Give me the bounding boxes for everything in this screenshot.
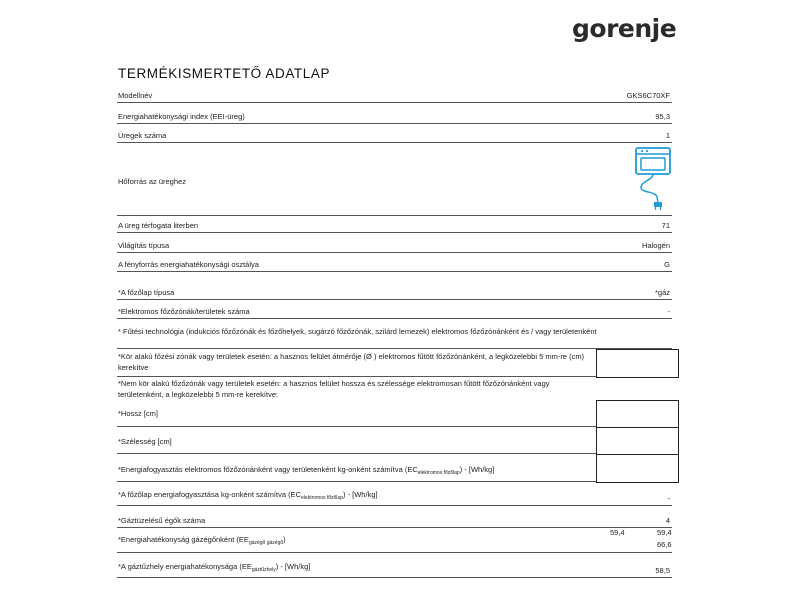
row-volume [117,220,672,233]
row-eei-label: Energiahatékonysági index (EEI-üreg) [118,112,245,121]
row-cavities [117,130,672,143]
row-heat-source-label: Hőforrás az üreghez [118,177,186,186]
row-lighting-value: Halogén [642,241,670,250]
width-value-box [596,427,679,455]
ec-zone-value-box [596,454,679,483]
row-ee-burner [117,548,672,553]
row-heating-tech [117,336,672,349]
row-ee-hob [117,563,672,578]
row-length [117,416,596,427]
row-volume-value: 71 [661,221,670,230]
row-width-label: *Szélesség [cm] [118,437,172,446]
row-electric-zones [117,306,672,319]
row-ee-burner-label: *Energiahatékonyság gázégőnként $(EE_{gázégő gázégő})$ [118,535,286,546]
row-heating-tech-label: * Fűtési technológia (indukciós főzőzónák és főzőhelyek, sugárzó főzőzónák, szilárd lemezek) elektromos főzőzónánként és / vagy területenként [118,327,597,336]
ee-burner-value-3: 66,6 [657,540,672,549]
round-zones-value-box [596,349,679,378]
row-model-value: GKS6C70XF [626,91,670,100]
row-ee-hob-value: 58,5 [655,566,670,575]
length-value-box [596,400,679,428]
row-cavities-value: 1 [665,131,670,140]
row-hob-type-label: *A főzőlap típusa [118,288,175,297]
row-model-label: Modellnév [118,91,153,100]
row-round-zones-label: *Kör alakú főzési zónák vagy területek esetén: a hasznos felület átmérője (Ø ) elektromos fűtött főzőzónánként, a legközelebbi 5 mm-re (cm) kerekítve [118,352,585,372]
row-gas-burners [117,515,672,528]
row-heat-source [117,205,672,216]
row-electric-zones-value: - [667,307,670,316]
row-volume-label: A üreg térfogata literben [118,221,199,230]
row-light-class-value: G [664,260,670,269]
row-hob-type-value: *gáz [654,288,670,297]
row-ec-hob [117,492,672,506]
row-electric-zones-label: *Elektromos főzőzónák/területek száma [118,307,250,316]
row-cavities-label: Üregek száma [118,131,167,140]
row-width [117,443,596,454]
ee-burner-value-2: 59,4 [657,528,672,537]
row-length-label: *Hossz [cm] [118,409,159,418]
row-ec-zone [117,471,596,482]
row-gas-burners-value: 4 [665,516,670,525]
row-round-zones [117,366,596,377]
brand-logo: gorenje [572,14,677,43]
row-light-class [117,259,672,272]
row-lighting-label: Világítás típusa [118,241,170,250]
row-ec-hob-value: - [667,494,670,503]
row-ec-zone-label: *Energiafogyasztás elektromos főzőzónánként vagy területenként kg-onként számítva $(EC_{elektromos főzőlap}) - [Wh/kg]$ [118,465,495,476]
row-non-round-label: *Nem kör alakú főzőzónák vagy területek esetén: a hasznos felület hossza és szélessége elektromosan fűtött főzőzónánként vagy területenként, a legközelebbi 5 mm-re kerekítve: [118,379,550,399]
row-lighting [117,240,672,253]
row-gas-burners-label: *Gáztüzelésű égők száma [118,516,206,525]
row-model [117,89,672,103]
row-eei [117,111,672,124]
row-ee-hob-label: *A gáztűzhely energiahatékonysága $(EE_{gáztűzhely}) - [Wh/kg]$ [118,562,311,573]
row-ec-hob-label: *A főzőlap energiafogyasztása kg-onként számítva $(EC_{elektromos főzőlap}) - [Wh/kg]$ [118,490,378,501]
row-eei-value: 95,3 [655,112,670,121]
ee-burner-value-1: 59,4 [610,528,625,537]
electric-oven-plug-icon [634,147,672,211]
row-hob-type [117,286,672,300]
page-title: TERMÉKISMERTETŐ ADATLAP [118,66,331,81]
row-light-class-label: A fényforrás energiahatékonysági osztálya [118,260,259,269]
